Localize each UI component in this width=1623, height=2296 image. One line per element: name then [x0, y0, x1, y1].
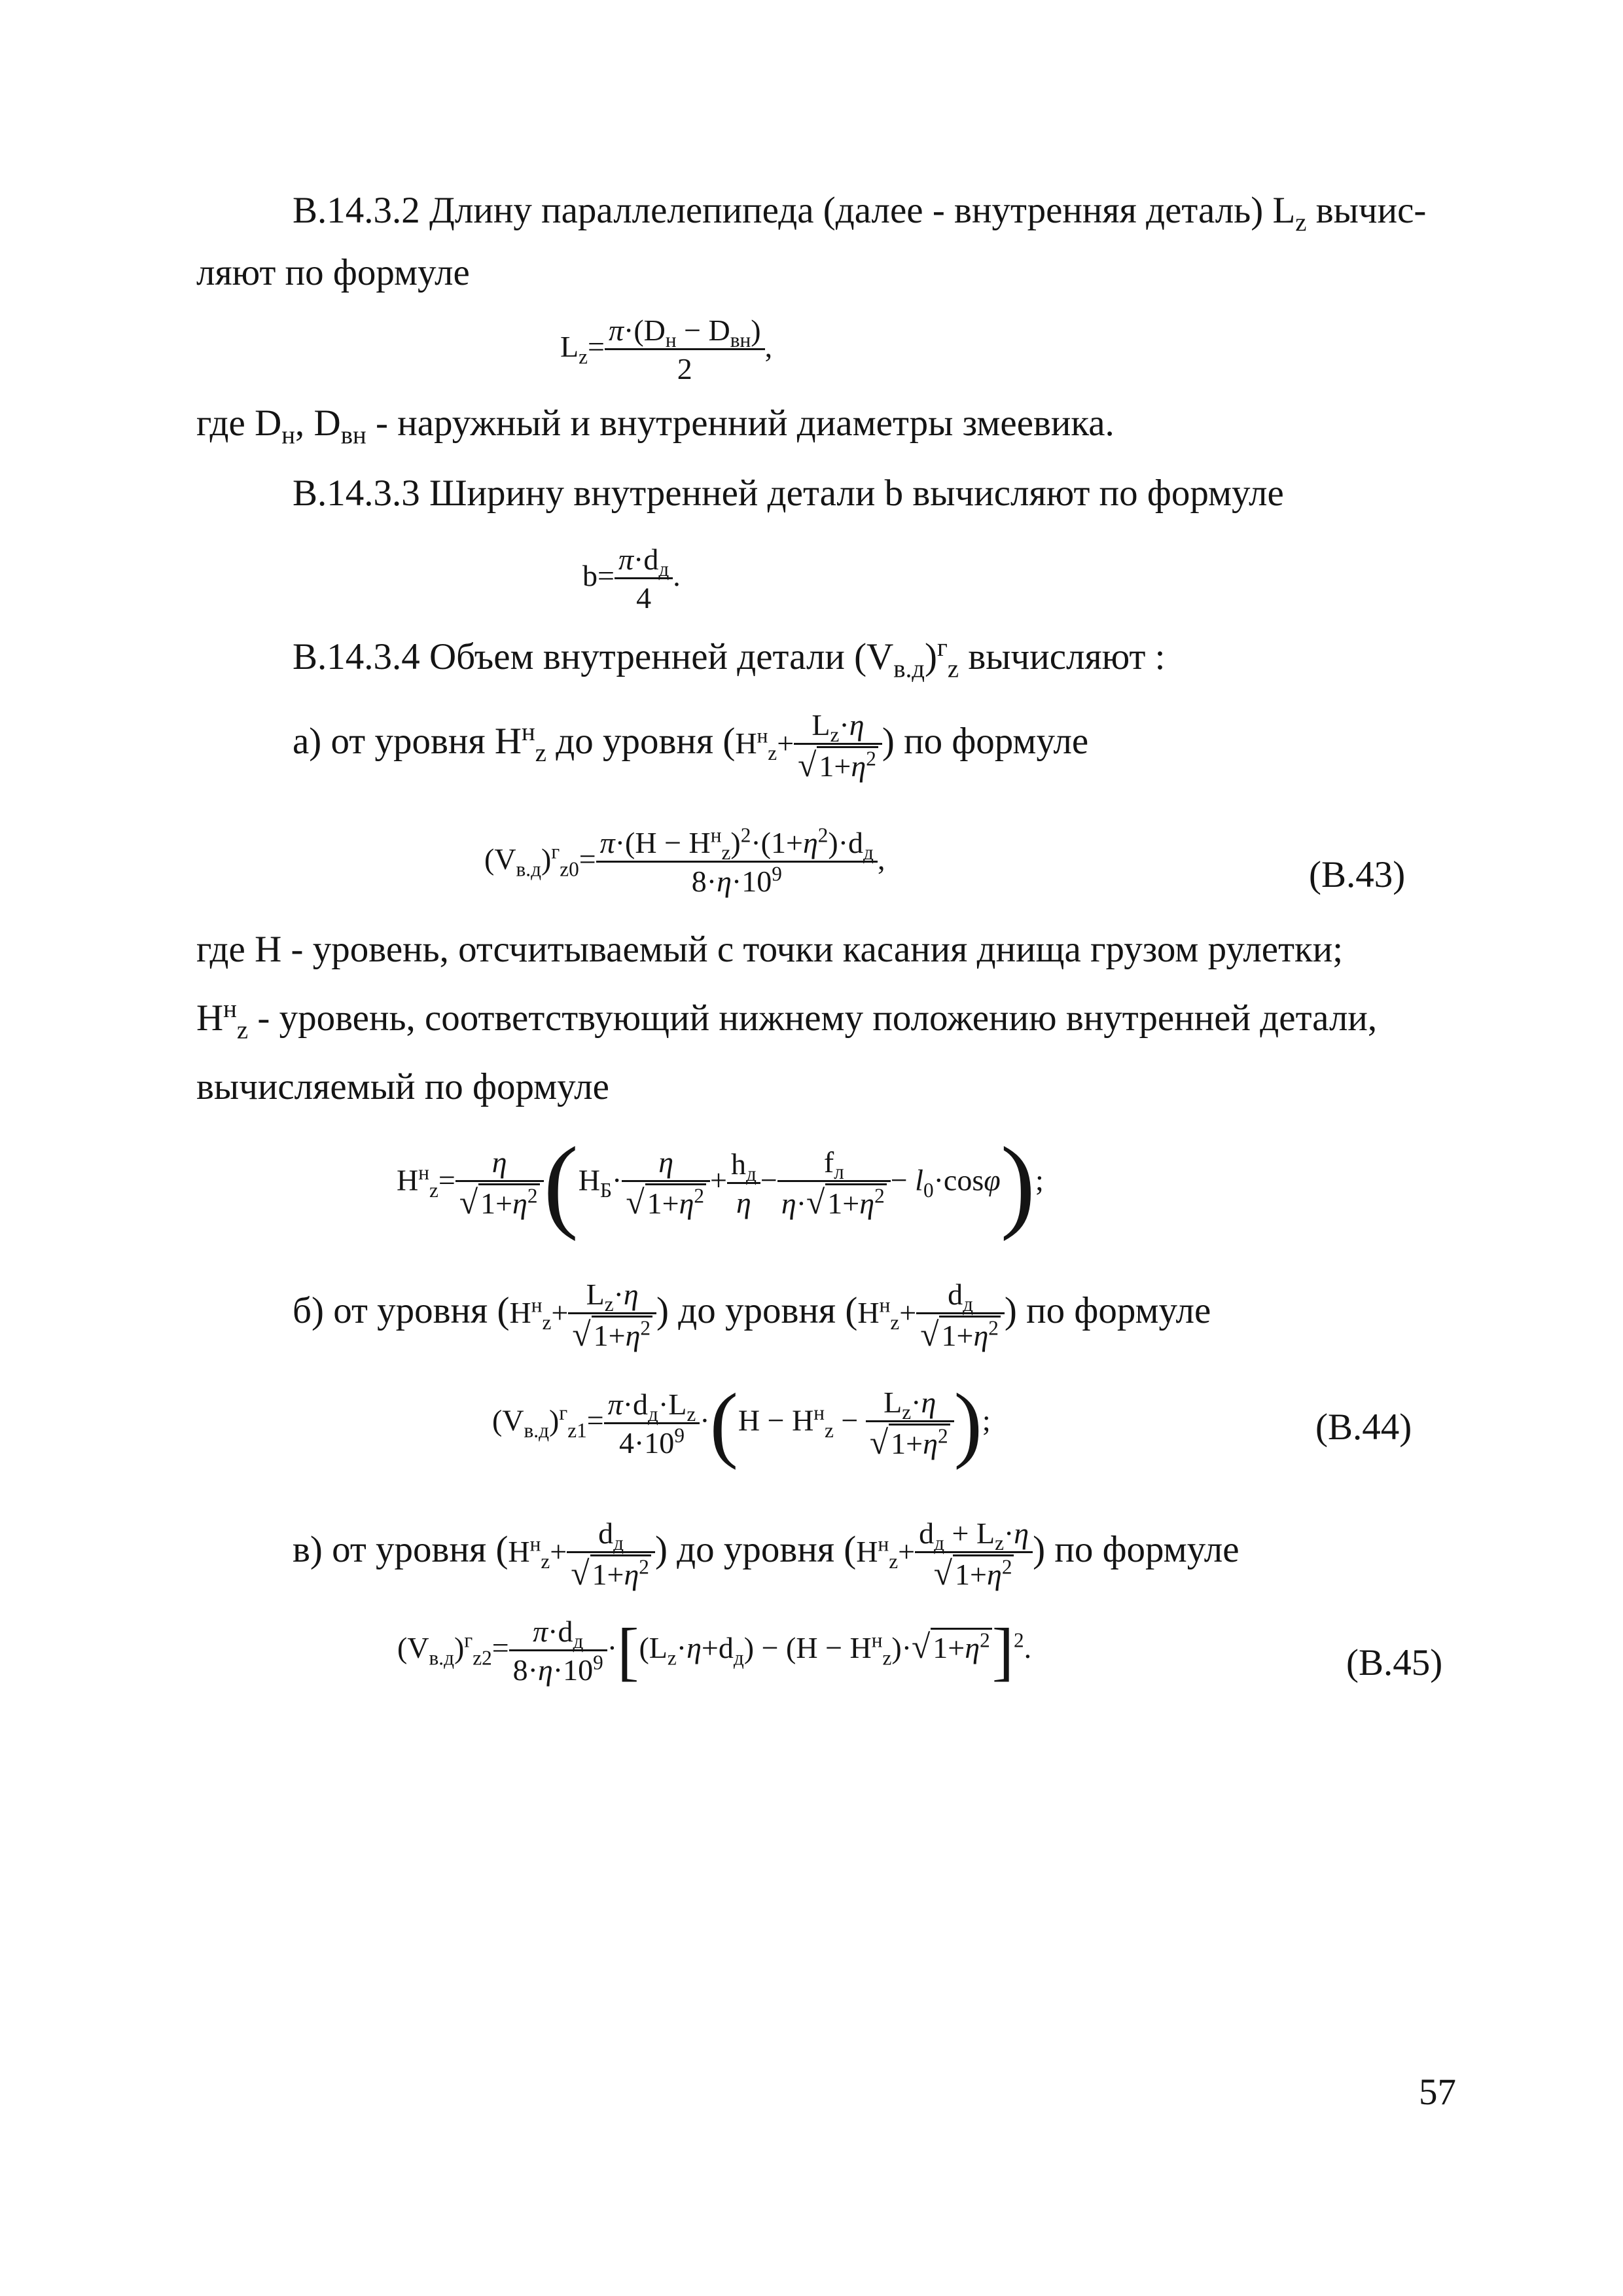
- equation-number-b43: (В.43): [1309, 854, 1406, 895]
- paragraph-b14-3-3: В.14.3.3 Ширину внутренней детали b вычисляют по формуле: [293, 473, 1284, 514]
- paragraph-hzn-desc-cont: вычисляемый по формуле: [196, 1066, 609, 1107]
- equation-number-b45: (В.45): [1346, 1642, 1443, 1683]
- formula-lz: $L_z=$ $\frac{\pi\cdot(D_н - D_{вн})}{2}$ ,: [560, 314, 773, 386]
- equation-number-b44: (В.44): [1315, 1407, 1412, 1448]
- paragraph-where-dn: где $D_н$, $D_{вн}$ - наружный и внутренний диаметры змеевика.: [196, 403, 1115, 450]
- paragraph-b14-3-2: В.14.3.2 Длину параллелепипеда (далее - внутренняя деталь) $L_z$ вычис-: [293, 190, 1427, 237]
- paragraph-where-h: где H - уровень, отсчитываемый с точки касания днища грузом рулетки;: [196, 929, 1344, 970]
- formula-b44: $(V_{в.д})^г_{z1}=$ $\frac{\pi\cdot d_д\cdot L_z}{4\cdot 10^9}$ $\cdot(H - H^н_z$ − $L_z\cdot\eta$ √ $1+\eta^2$ );: [492, 1381, 991, 1466]
- formula-b45: $(V_{в.д})^г_{z2}=$ $\frac{\pi\cdot d_д}{8\cdot\eta\cdot 10^9}$ $\cdot[(L_z\cdot\eta+d_д) - (H - H^н_z)\cdot√$ $1+\eta^2]^2$.: [397, 1617, 1031, 1685]
- paragraph-hzn-desc: $H^н_z$ - уровень, соответствующий нижнему положению внутренней детали,: [196, 995, 1378, 1045]
- page-number: 57: [1419, 2072, 1456, 2113]
- formula-hzn: $H^н_z=$ η √ $1+\eta^2$ ($H_Б\cdot$ η √ $1+\eta^2$ + $\frac{h_д}{\eta}$ − $\frac{f_л}{\eta\cdot√ 1+\eta^2}$ − $l_0\cdot\cos\varphi$);: [397, 1131, 1044, 1236]
- case-a-line: а) от уровня $H^н_z$ до уровня ($H^н_z+$ $L_z\cdot\eta$ √ $1+\eta^2$ ) по формуле: [293, 710, 1088, 783]
- paragraph-b14-3-4: В.14.3.4 Объем внутренней детали $(V_{в.д})^г_z$ вычисляют :: [293, 634, 1166, 683]
- case-b-line: б) от уровня ($H^н_z+$ $L_z\cdot\eta$ √ $1+\eta^2$ ) до уровня ($H^н_z+$ $d_д$ √ $1+\eta^2$ ) по формуле: [293, 1280, 1211, 1352]
- case-v-line: в) от уровня ($H^н_z+$ $d_д$ √ $1+\eta^2$ ) до уровня ($H^н_z+$ $d_д + L_z\cdot\eta$ √ $1+\eta^2$ ) по формуле: [293, 1518, 1240, 1591]
- formula-b: b= $\frac{\pi\cdot d_д}{4}$ .: [582, 543, 681, 615]
- paragraph-b14-3-2-cont: ляют по формуле: [196, 252, 470, 293]
- formula-b43: $(V_{в.д})^г_{z0}=$ $\frac{\pi\cdot(H - H^н_z)^2\cdot(1+\eta^2)\cdot d_д}{8\cdot\eta\cdot 10^9}$ ,: [484, 823, 885, 898]
